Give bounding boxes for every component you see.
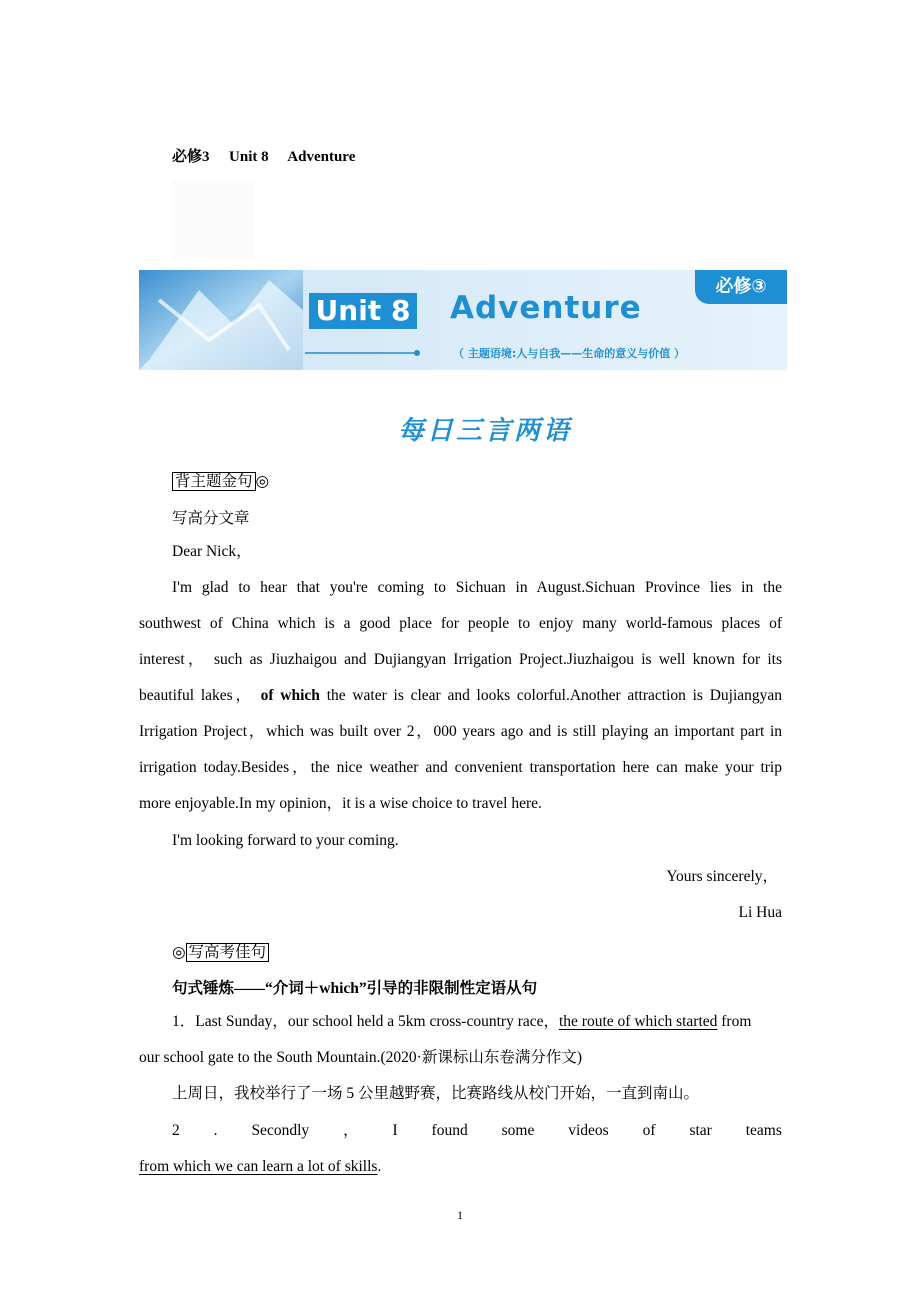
example-2-word: I xyxy=(392,1122,398,1139)
example-2-word: found xyxy=(431,1122,468,1139)
banner-book-label: 必修③ xyxy=(695,270,787,304)
section-1-subheading: 写高分文章 xyxy=(172,510,250,527)
faint-image-placeholder xyxy=(172,181,255,259)
unit-banner xyxy=(139,270,787,370)
header-course: 必修3 xyxy=(172,149,210,165)
example-1-number: 1． xyxy=(172,1013,196,1030)
letter-line-4-bold: of which xyxy=(260,687,320,704)
example-2-word: of xyxy=(642,1122,656,1139)
example-2-word: star xyxy=(689,1122,712,1139)
letter-closing-line: I'm looking forward to your coming. xyxy=(172,832,399,849)
letter-line-5 xyxy=(139,714,782,750)
circle-mark-icon-2: ◎ xyxy=(172,944,186,961)
section-1-heading xyxy=(172,469,269,491)
letter-line-5-text: Irrigation Project，which was built over 2，000 years ago and is still playing an important part in xyxy=(139,723,782,740)
header-title: Adventure xyxy=(287,149,356,165)
letter-line-7: more enjoyable.In my opinion，it is a wise choice to travel here. xyxy=(139,795,542,812)
section-2-subheading: 句式锤炼——“介词＋which”引导的非限制性定语从句 xyxy=(172,980,538,997)
example-2-word: teams xyxy=(745,1122,782,1139)
letter-line-2 xyxy=(139,606,782,642)
example-2-line-1 xyxy=(172,1113,782,1149)
letter-line-3-text: interest， such as Jiuzhaigou and Dujiangyan Irrigation Project.Jiuzhaigou is well known for its xyxy=(139,651,782,668)
page-number: 1 xyxy=(457,1208,463,1222)
letter-salutation: Dear Nick， xyxy=(172,543,252,560)
letter-line-6 xyxy=(139,750,782,786)
letter-line-6-text: irrigation today.Besides，the nice weather and convenient transportation here can make your trip xyxy=(139,759,782,776)
letter-signature: Li Hua xyxy=(738,904,782,921)
example-1-line-1-pre: Last Sunday，our school held a 5km cross-country race， xyxy=(195,1013,559,1030)
banner-title: Adventure xyxy=(450,290,642,326)
banner-unit-label: Unit 8 xyxy=(309,293,417,329)
example-2-word: videos xyxy=(568,1122,609,1139)
example-2-line-2 xyxy=(139,1149,381,1185)
example-1-translation: 上周日，我校举行了一场 5 公里越野赛，比赛路线从校门开始，一直到南山。 xyxy=(172,1085,700,1102)
example-2-line-2-post: . xyxy=(377,1158,382,1175)
example-2-number: 2 xyxy=(172,1122,180,1139)
letter-line-1 xyxy=(172,570,782,606)
letter-line-4-post: the water is clear and looks colorful.Another attraction is Dujiangyan xyxy=(326,687,783,704)
example-2-word: Secondly xyxy=(251,1122,310,1139)
section-2-heading-text: 写高考佳句 xyxy=(186,943,270,962)
example-2-dot: . xyxy=(213,1122,218,1139)
header-unit: Unit 8 xyxy=(229,149,269,165)
letter-line-1-text: I'm glad to hear that you're coming to Sichuan in August.Sichuan Province lies in the xyxy=(172,579,782,596)
letter-line-2-text: southwest of China which is a good place for people to enjoy many world-famous places of xyxy=(139,615,782,632)
section-1-heading-text: 背主题金句 xyxy=(172,472,256,491)
example-1-line-2: our school gate to the South Mountain.(2020·新课标山东卷满分作文) xyxy=(139,1049,582,1066)
running-header xyxy=(172,145,355,166)
example-1-line-1 xyxy=(172,1004,782,1040)
section-2-heading xyxy=(172,940,269,962)
letter-sign-off: Yours sincerely， xyxy=(666,868,778,885)
banner-subtitle: （ 主题语境:人与自我——生命的意义与价值 ） xyxy=(453,347,686,360)
example-1-line-1-post: from xyxy=(721,1013,752,1030)
example-2-underlined-clause: from which we can learn a lot of skills xyxy=(139,1158,378,1175)
example-2-word: ， xyxy=(343,1122,359,1139)
circle-mark-icon: ◎ xyxy=(255,473,270,490)
example-1-underlined-clause: the route of which started xyxy=(559,1013,718,1030)
daily-title: 每日三言两语 xyxy=(398,416,573,446)
letter-line-4-pre: beautiful lakes， xyxy=(139,687,254,704)
letter-line-4 xyxy=(139,678,782,714)
example-2-word: some xyxy=(501,1122,535,1139)
letter-line-3 xyxy=(139,642,782,678)
